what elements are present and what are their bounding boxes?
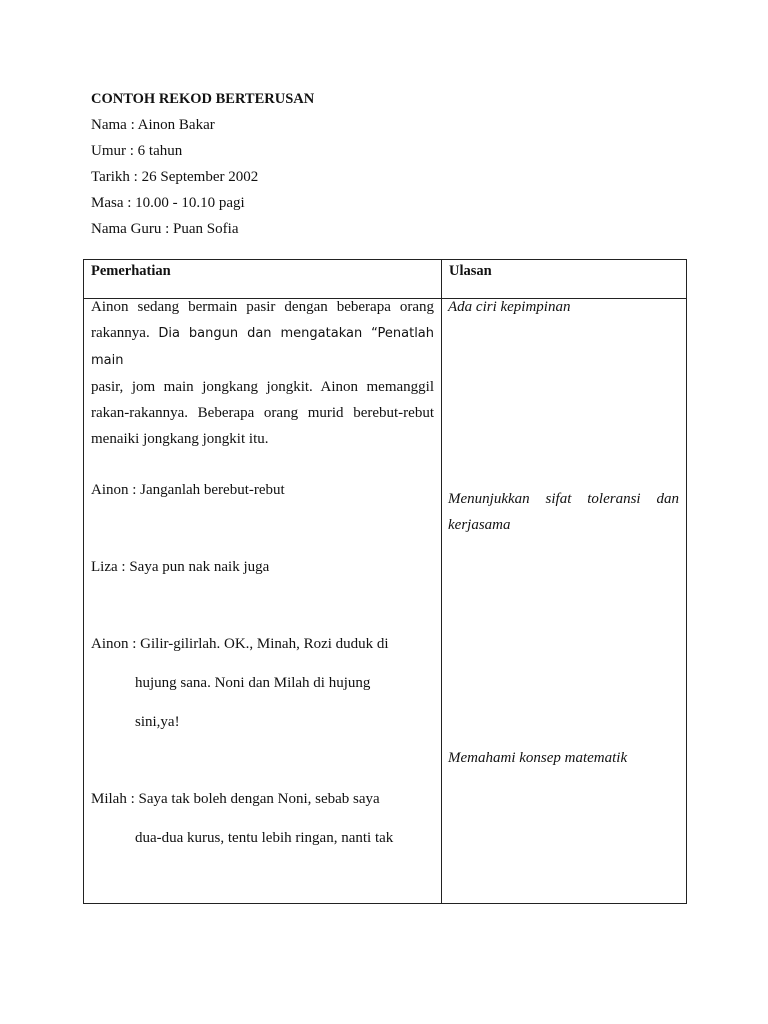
table-header-row — [84, 260, 687, 299]
remark-line: kerjasama — [448, 517, 511, 533]
student-name: Nama : Ainon Bakar — [91, 117, 215, 133]
dialogue-line: Ainon : Gilir-gilirlah. OK., Minah, Rozi duduk di — [91, 636, 389, 652]
dialogue-line: dua-dua kurus, tentu lebih ringan, nanti tak — [135, 830, 394, 846]
remark-line: Menunjukkan sifat toleransi dan — [448, 491, 679, 507]
observation-fragment: rakannya. — [91, 325, 159, 341]
dialogue-line: Liza : Saya pun nak naik juga — [91, 559, 270, 575]
remark-text: Ada ciri kepimpinan — [448, 299, 571, 315]
column-header-ulasan: Ulasan — [449, 263, 492, 279]
header-cell-pemerhatian — [84, 260, 442, 299]
remarks-cell — [442, 299, 687, 904]
dialogue-line: Ainon : Janganlah berebut-rebut — [91, 482, 285, 498]
observation-table — [83, 259, 687, 904]
observation-paragraph — [91, 294, 434, 452]
student-age: Umur : 6 tahun — [91, 143, 183, 159]
dialogue-line: Milah : Saya tak boleh dengan Noni, sebab saya — [91, 791, 380, 807]
header-cell-ulasan — [442, 260, 687, 299]
remark-text — [448, 486, 679, 538]
teacher-name: Nama Guru : Puan Sofia — [91, 221, 239, 237]
document-title: CONTOH REKOD BERTERUSAN — [91, 91, 315, 107]
observation-fragment: Dia bangun dan mengatakan “Penatlah main — [91, 326, 435, 368]
record-date: Tarikh : 26 September 2002 — [91, 169, 259, 185]
column-header-pemerhatian: Pemerhatian — [91, 263, 171, 279]
observation-line: rakan-rakannya. Beberapa orang murid berebut-rebut — [91, 405, 434, 421]
record-header — [91, 89, 314, 245]
observation-cell — [84, 299, 442, 904]
dialogue-line: hujung sana. Noni dan Milah di hujung — [135, 675, 371, 691]
remark-text: Memahami konsep matematik — [448, 750, 628, 766]
observation-line — [91, 320, 434, 374]
dialogue-line: sini,ya! — [135, 714, 180, 730]
table-body-row — [84, 299, 687, 904]
record-time: Masa : 10.00 - 10.10 pagi — [91, 195, 245, 211]
observation-line: pasir, jom main jongkang jongkit. Ainon memanggil — [91, 379, 434, 395]
observation-line: Ainon sedang bermain pasir dengan beberapa orang — [91, 299, 434, 315]
observation-line: menaiki jongkang jongkit itu. — [91, 431, 269, 447]
